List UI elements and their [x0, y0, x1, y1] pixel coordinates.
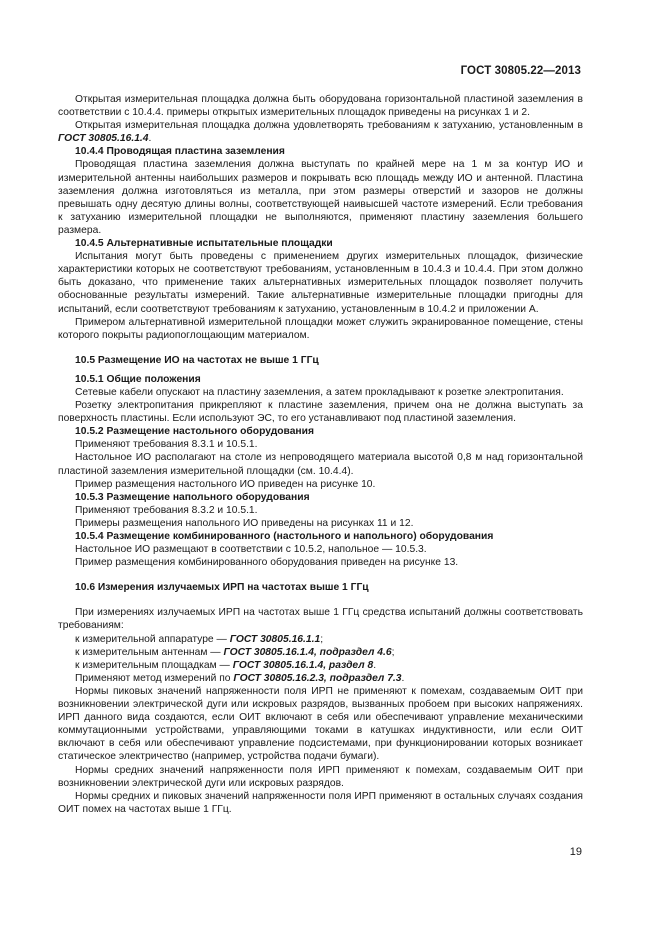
paragraph: Применяют метод измерений по ГОСТ 30805.16.2.3, подраздел 7.3. — [75, 672, 405, 684]
paragraph: Открытая измерительная площадка должна быть оборудована горизонтальной пластиной заземления в соответствии с 10.4.4. примеры открытых измерительных площадок приведены на рисунках 1 и 2. — [58, 94, 583, 119]
section-heading-10-5-3: 10.5.3 Размещение напольного оборудования — [75, 491, 310, 503]
paragraph: Испытания могут быть проведены с применением других измерительных площадок, физические характеристики которых не соответствуют требованиям, установленным в 10.4.3 и 10.4.4. При этом должно быть доказано, что применение таких альтернативных измерительных площадок позволяет получить обоснованные результаты измерений. Такие альтернативные измерительные площадки пригодны для испытаний, если соответствуют требованиям к затуханию, установленным в 10.4.2 и приложении А. — [58, 251, 583, 315]
paragraph: Пример размещения комбинированного оборудования приведен на рисунке 13. — [75, 557, 459, 569]
paragraph: Применяют требования 8.3.2 и 10.5.1. — [75, 504, 258, 516]
section-heading-10-5: 10.5 Размещение ИО на частотах не выше 1 ГГц — [75, 354, 319, 366]
standard-reference: ГОСТ 30805.16.1.1 — [229, 633, 321, 645]
paragraph: Сетевые кабели опускают на пластину заземления, а затем прокладывают к розетке электропитания. — [75, 386, 564, 398]
paragraph: Применяют требования 8.3.1 и 10.5.1. — [75, 439, 258, 451]
section-heading-10-4-4: 10.4.4 Проводящая пластина заземления — [75, 146, 285, 158]
paragraph: Проводящая пластина заземления должна выступать по крайней мере на 1 м за контур ИО и измерительной антенны наибольших размеров и покрывать всю площадь между ИО и антенной. Пластина заземления должна изготовляться из металла, при этом размеры отверстий и зазоров не должны превышать одну десятую длины волны, соответствующей наивысшей частоте измерений. Если требования к затуханию измерительной площадки не выполняются, применяют пластину заземления большего размера. — [58, 159, 583, 236]
paragraph: Примером альтернативной измерительной площадки может служить экранированное помещение, стены которого покрыты радиопоглощающим материалом. — [58, 316, 583, 341]
paragraph: Настольное ИО располагают на столе из непроводящего материала высотой 0,8 м над горизонтальной пластиной заземления измерительной площадки (см. 10.4.4). — [58, 452, 583, 477]
list-item: к измерительной аппаратуре — ГОСТ 30805.16.1.1; — [75, 633, 324, 645]
paragraph: При измерениях излучаемых ИРП на частотах выше 1 ГГц средства испытаний должны соответствовать требованиям: — [58, 607, 583, 632]
section-heading-10-5-2: 10.5.2 Размещение настольного оборудования — [75, 426, 314, 438]
standard-reference: ГОСТ 30805.16.1.4, раздел 8 — [232, 659, 374, 671]
paragraph: Розетку электропитания прикрепляют к пластине заземления, причем она не должна выступать за поверхность пластины. Если используют ЭС, то его устанавливают под пластиной заземления. — [58, 400, 583, 425]
standard-reference: ГОСТ 30805.16.1.4 — [58, 133, 149, 145]
paragraph: Нормы пиковых значений напряженности поля ИРП не применяют к помехам, создаваемым ОИТ при возникновении электрической дуги или искровых разрядов, вызванных пробоем при высоких напряжениях. ИРП данного вида создаются, если ОИТ включают в себя или обеспечивают управление механическими коммутационными устройствами, управляющими токами в катушках индуктивности, или если ОИТ включают в себя или обеспечивают управление подсистемами, при функционировании которых возникает статическое электричество (например, устройства подачи бумаги). — [58, 685, 583, 763]
document-header: ГОСТ 30805.22—2013 — [460, 65, 581, 77]
list-item: к измерительным площадкам — ГОСТ 30805.16.1.4, раздел 8. — [75, 659, 377, 671]
standard-reference: ГОСТ 30805.16.2.3, подраздел 7.3 — [233, 672, 402, 684]
section-heading-10-6: 10.6 Измерения излучаемых ИРП на частотах выше 1 ГГц — [75, 582, 369, 594]
document-body — [58, 93, 583, 816]
paragraph: Настольное ИО размещают в соответствии с 10.5.2, напольное — 10.5.3. — [75, 544, 427, 556]
paragraph: Нормы средних значений напряженности поля ИРП применяют к помехам, создаваемым ОИТ при возникновении электрической дуги или искровых разрядов. — [58, 764, 583, 789]
section-heading-10-4-5: 10.4.5 Альтернативные испытательные площадки — [75, 238, 333, 250]
paragraph: Примеры размещения напольного ИО приведены на рисунках 11 и 12. — [75, 517, 414, 529]
paragraph: Нормы средних и пиковых значений напряженности поля ИРП применяют в остальных случаях создания ОИТ помех на частотах выше 1 ГГц. — [58, 790, 583, 815]
paragraph: Открытая измерительная площадка должна удовлетворять требованиям к затуханию, установленным в ГОСТ 30805.16.1.4. — [58, 120, 583, 145]
standard-reference: ГОСТ 30805.16.1.4, подраздел 4.6 — [223, 646, 392, 658]
paragraph: Пример размещения настольного ИО приведен на рисунке 10. — [75, 478, 376, 490]
list-item: к измерительным антеннам — ГОСТ 30805.16.1.4, подраздел 4.6; — [75, 646, 395, 658]
section-heading-10-5-1: 10.5.1 Общие положения — [75, 373, 201, 385]
page-number: 19 — [569, 846, 582, 858]
section-heading-10-5-4: 10.5.4 Размещение комбинированного (настольного и напольного) оборудования — [75, 531, 494, 542]
